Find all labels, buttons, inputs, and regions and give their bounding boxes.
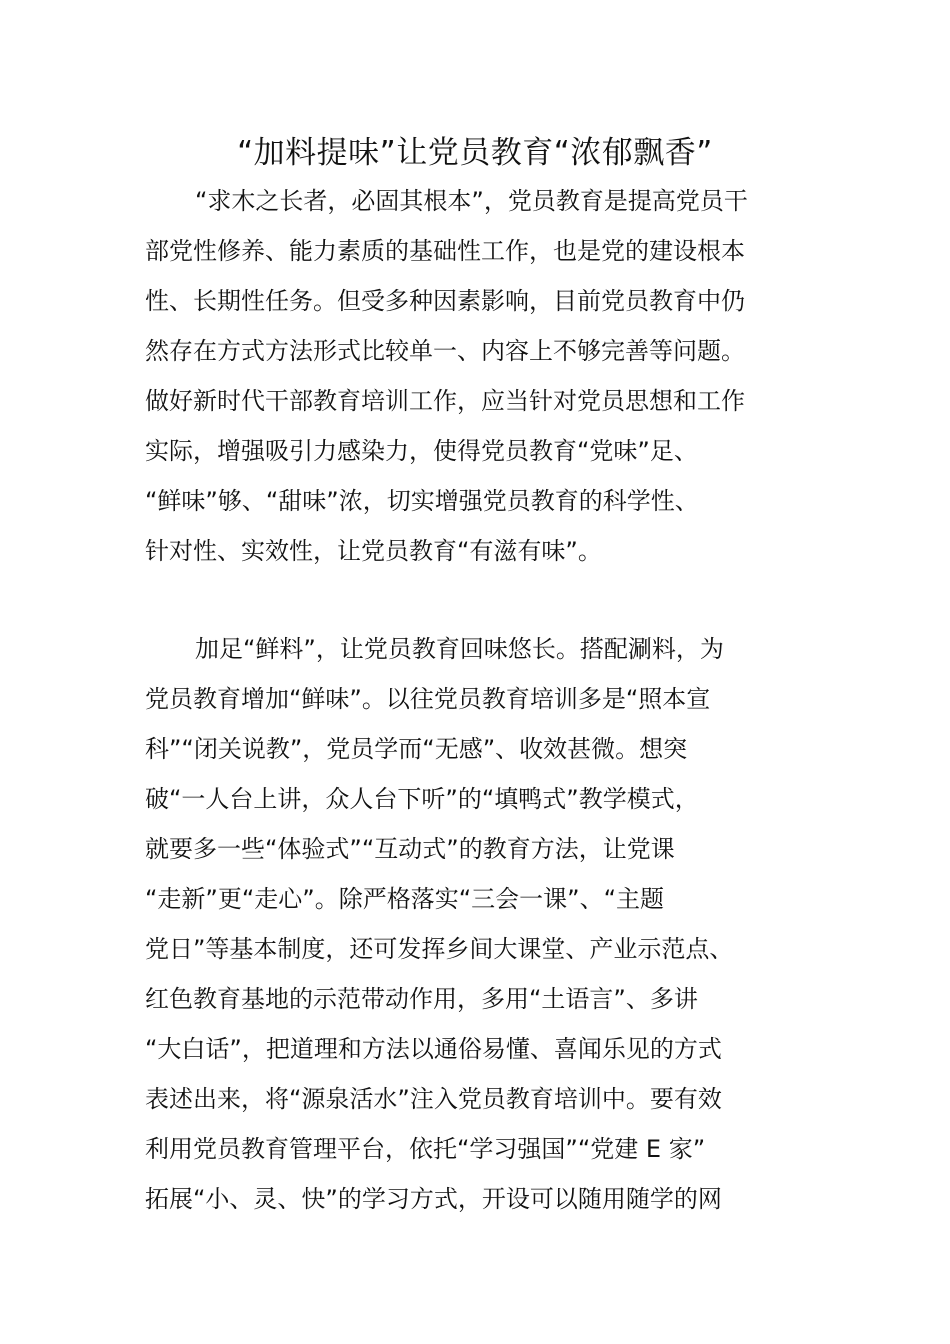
- paragraph-line: 科”“闭关说教”，党员学而“无感”、收效甚微。想突: [145, 735, 688, 763]
- paragraph-line: “求木之长者，必固其根本”，党员教育是提高党员干: [195, 187, 748, 215]
- paragraph-line: “大白话”，把道理和方法以通俗易懂、喜闻乐见的方式: [145, 1035, 722, 1063]
- paragraph-line: 实际，增强吸引力感染力，使得党员教育“党味”足、: [145, 437, 698, 465]
- paragraph-line: 部党性修养、能力素质的基础性工作，也是党的建设根本: [145, 237, 745, 265]
- paragraph-line: 表述出来，将“源泉活水”注入党员教育培训中。要有效: [145, 1085, 722, 1113]
- paragraph-line: 党员教育增加“鲜味”。以往党员教育培训多是“照本宣: [145, 685, 711, 713]
- paragraph-line: 然存在方式方法形式比较单一、内容上不够完善等问题。: [145, 337, 745, 365]
- paragraph-line: “鲜味”够、“甜味”浓，切实增强党员教育的科学性、: [145, 487, 699, 515]
- paragraph-line: 针对性、实效性，让党员教育“有滋有味”。: [145, 537, 602, 565]
- paragraph-intro: [145, 176, 807, 576]
- paragraph-line: 利用党员教育管理平台，依托“学习强国”“党建 E 家”: [145, 1135, 706, 1163]
- paragraph-line: 做好新时代干部教育培训工作，应当针对党员思想和工作: [145, 387, 745, 415]
- paragraph-line: 性、长期性任务。但受多种因素影响，目前党员教育中仍: [145, 287, 745, 315]
- paragraph-line: 就要多一些“体验式”“互动式”的教育方法，让党课: [145, 835, 675, 863]
- paragraph-line: 党日”等基本制度，还可发挥乡间大课堂、产业示范点、: [145, 935, 734, 963]
- document-title: “加料提味”让党员教育“浓郁飘香”: [237, 135, 713, 171]
- paragraph-line: 加足“鲜料”，让党员教育回味悠长。搭配涮料，为: [195, 635, 724, 663]
- paragraph-line: 拓展“小、灵、快”的学习方式，开设可以随用随学的网: [145, 1185, 722, 1213]
- paragraph-line: “走新”更“走心”。除严格落实“三会一课”、“主题: [145, 885, 665, 913]
- paragraph-line: 破“一人台上讲，众人台下听”的“填鸭式”教学模式，: [145, 785, 699, 813]
- paragraph-section-one: [145, 624, 807, 1224]
- paragraph-line: 红色教育基地的示范带动作用，多用“土语言”、多讲: [145, 985, 698, 1013]
